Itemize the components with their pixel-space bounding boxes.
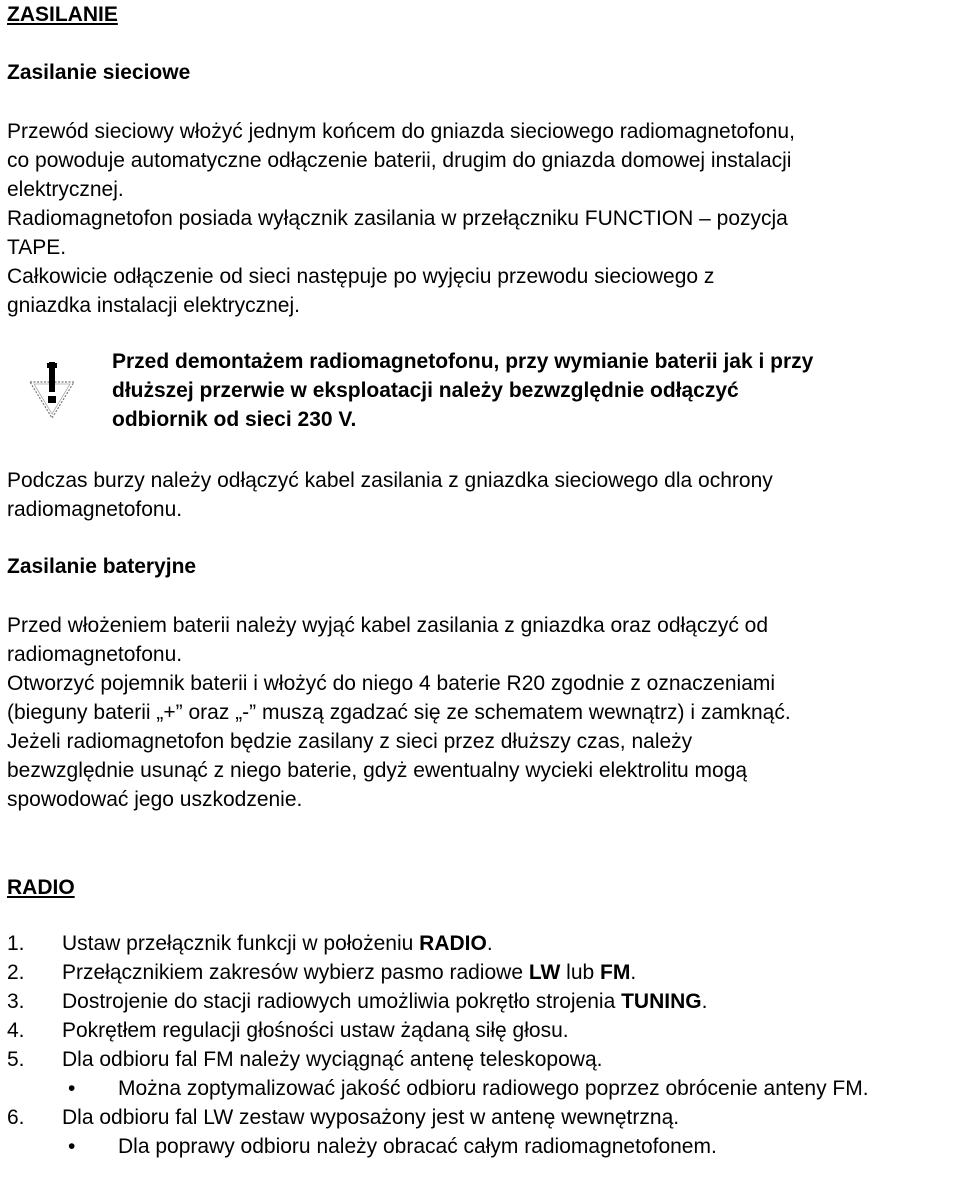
text-line: Otworzyć pojemnik baterii i włożyć do niego 4 baterie R20 zgodnie z oznaczeniami	[7, 672, 776, 695]
text-line: co powoduje automatyczne odłączenie baterii, drugim do gniazda domowej instalacji	[7, 149, 792, 172]
step-text: Dla odbioru fal FM należy wyciągnąć antenę teleskopową.	[62, 1048, 603, 1071]
list-item	[0, 1016, 960, 1045]
step-keyword: FM	[600, 961, 631, 984]
section-title-mains: Zasilanie sieciowe	[7, 61, 191, 84]
sub-bullet-list	[62, 1132, 960, 1161]
text-line: elektrycznej.	[7, 178, 124, 201]
bullet-item	[62, 1132, 960, 1161]
text-line: Podczas burzy należy odłączyć kabel zasilania z gniazdka sieciowego dla ochrony	[7, 469, 773, 492]
step-number: 6.	[7, 1106, 25, 1129]
bullet-item	[62, 1074, 960, 1103]
step-text: Ustaw przełącznik funkcji w położeniu	[62, 932, 420, 955]
mains-paragraph	[7, 117, 795, 320]
step-number: 3.	[7, 990, 25, 1013]
step-number: 2.	[7, 961, 25, 984]
text-line: Radiomagnetofon posiada wyłącznik zasilania w przełączniku FUNCTION – pozycja	[7, 207, 788, 230]
step-tail: .	[630, 961, 637, 984]
step-text: Dla odbioru fal LW zestaw wyposażony jest w antenę wewnętrzną.	[62, 1106, 680, 1129]
bullet-icon: •	[68, 1135, 76, 1158]
warning-line: dłuższej przerwie w eksploatacji należy bezwzględnie odłączyć	[112, 379, 739, 402]
step-keyword: RADIO	[419, 932, 487, 955]
list-item	[0, 1103, 960, 1161]
step-keyword: TUNING	[621, 990, 702, 1013]
text-line: Przed włożeniem baterii należy wyjąć kabel zasilania z gniazdka oraz odłączyć od	[7, 614, 769, 637]
bullet-icon: •	[68, 1077, 76, 1100]
step-text-mid: lub	[560, 961, 601, 984]
text-line: spowodować jego uszkodzenie.	[7, 788, 303, 811]
bullet-text: Można zoptymalizować jakość odbioru radiowego poprzez obrócenie anteny FM.	[118, 1077, 869, 1100]
list-item	[0, 1045, 960, 1103]
mains-warning-note	[112, 347, 960, 434]
text-line: Jeżeli radiomagnetofon będzie zasilany z sieci przez dłuższy czas, należy	[7, 730, 693, 753]
radio-steps-list	[0, 929, 960, 1161]
step-text: Przełącznikiem zakresów wybierz pasmo radiowe	[62, 961, 529, 984]
step-keyword: LW	[528, 961, 561, 984]
text-line: gniazdka instalacji elektrycznej.	[7, 294, 300, 317]
list-item	[0, 929, 960, 958]
text-line: Całkowicie odłączenie od sieci następuje po wyjęciu przewodu sieciowego z	[7, 265, 715, 288]
step-number: 1.	[7, 932, 25, 955]
section-title-battery: Zasilanie bateryjne	[7, 555, 197, 578]
list-item	[0, 958, 960, 987]
step-number: 5.	[7, 1048, 25, 1071]
bullet-text: Dla poprawy odbioru należy obracać całym radiomagnetofonem.	[118, 1135, 717, 1158]
text-line: (bieguny baterii „+” oraz „-” muszą zgadzać się ze schematem wewnątrz) i zamknąć.	[7, 701, 791, 724]
warning-triangle-icon	[28, 360, 76, 420]
sub-bullet-list	[62, 1074, 960, 1103]
list-item	[0, 987, 960, 1016]
text-line: radiomagnetofonu.	[7, 643, 183, 666]
step-text: Dostrojenie do stacji radiowych umożliwia pokrętło strojenia	[62, 990, 622, 1013]
text-line: bezwzględnie usunąć z niego baterie, gdyż ewentualny wycieki elektrolitu mogą	[7, 759, 748, 782]
step-text: Pokrętłem regulacji głośności ustaw żądaną siłę głosu.	[62, 1019, 569, 1042]
step-number: 4.	[7, 1019, 25, 1042]
text-line: Przewód sieciowy włożyć jednym końcem do gniazda sieciowego radiomagnetofonu,	[7, 120, 795, 143]
section-title-radio: RADIO	[7, 876, 75, 899]
warning-line: Przed demontażem radiomagnetofonu, przy wymianie baterii jak i przy	[112, 350, 814, 373]
page-heading: ZASILANIE	[7, 3, 118, 26]
warning-line: odbiornik od sieci 230 V.	[112, 408, 357, 431]
battery-paragraph	[7, 611, 791, 814]
step-tail: .	[701, 990, 708, 1013]
step-tail: .	[486, 932, 493, 955]
text-line: TAPE.	[7, 236, 67, 259]
storm-paragraph	[7, 466, 773, 524]
text-line: radiomagnetofonu.	[7, 498, 183, 521]
